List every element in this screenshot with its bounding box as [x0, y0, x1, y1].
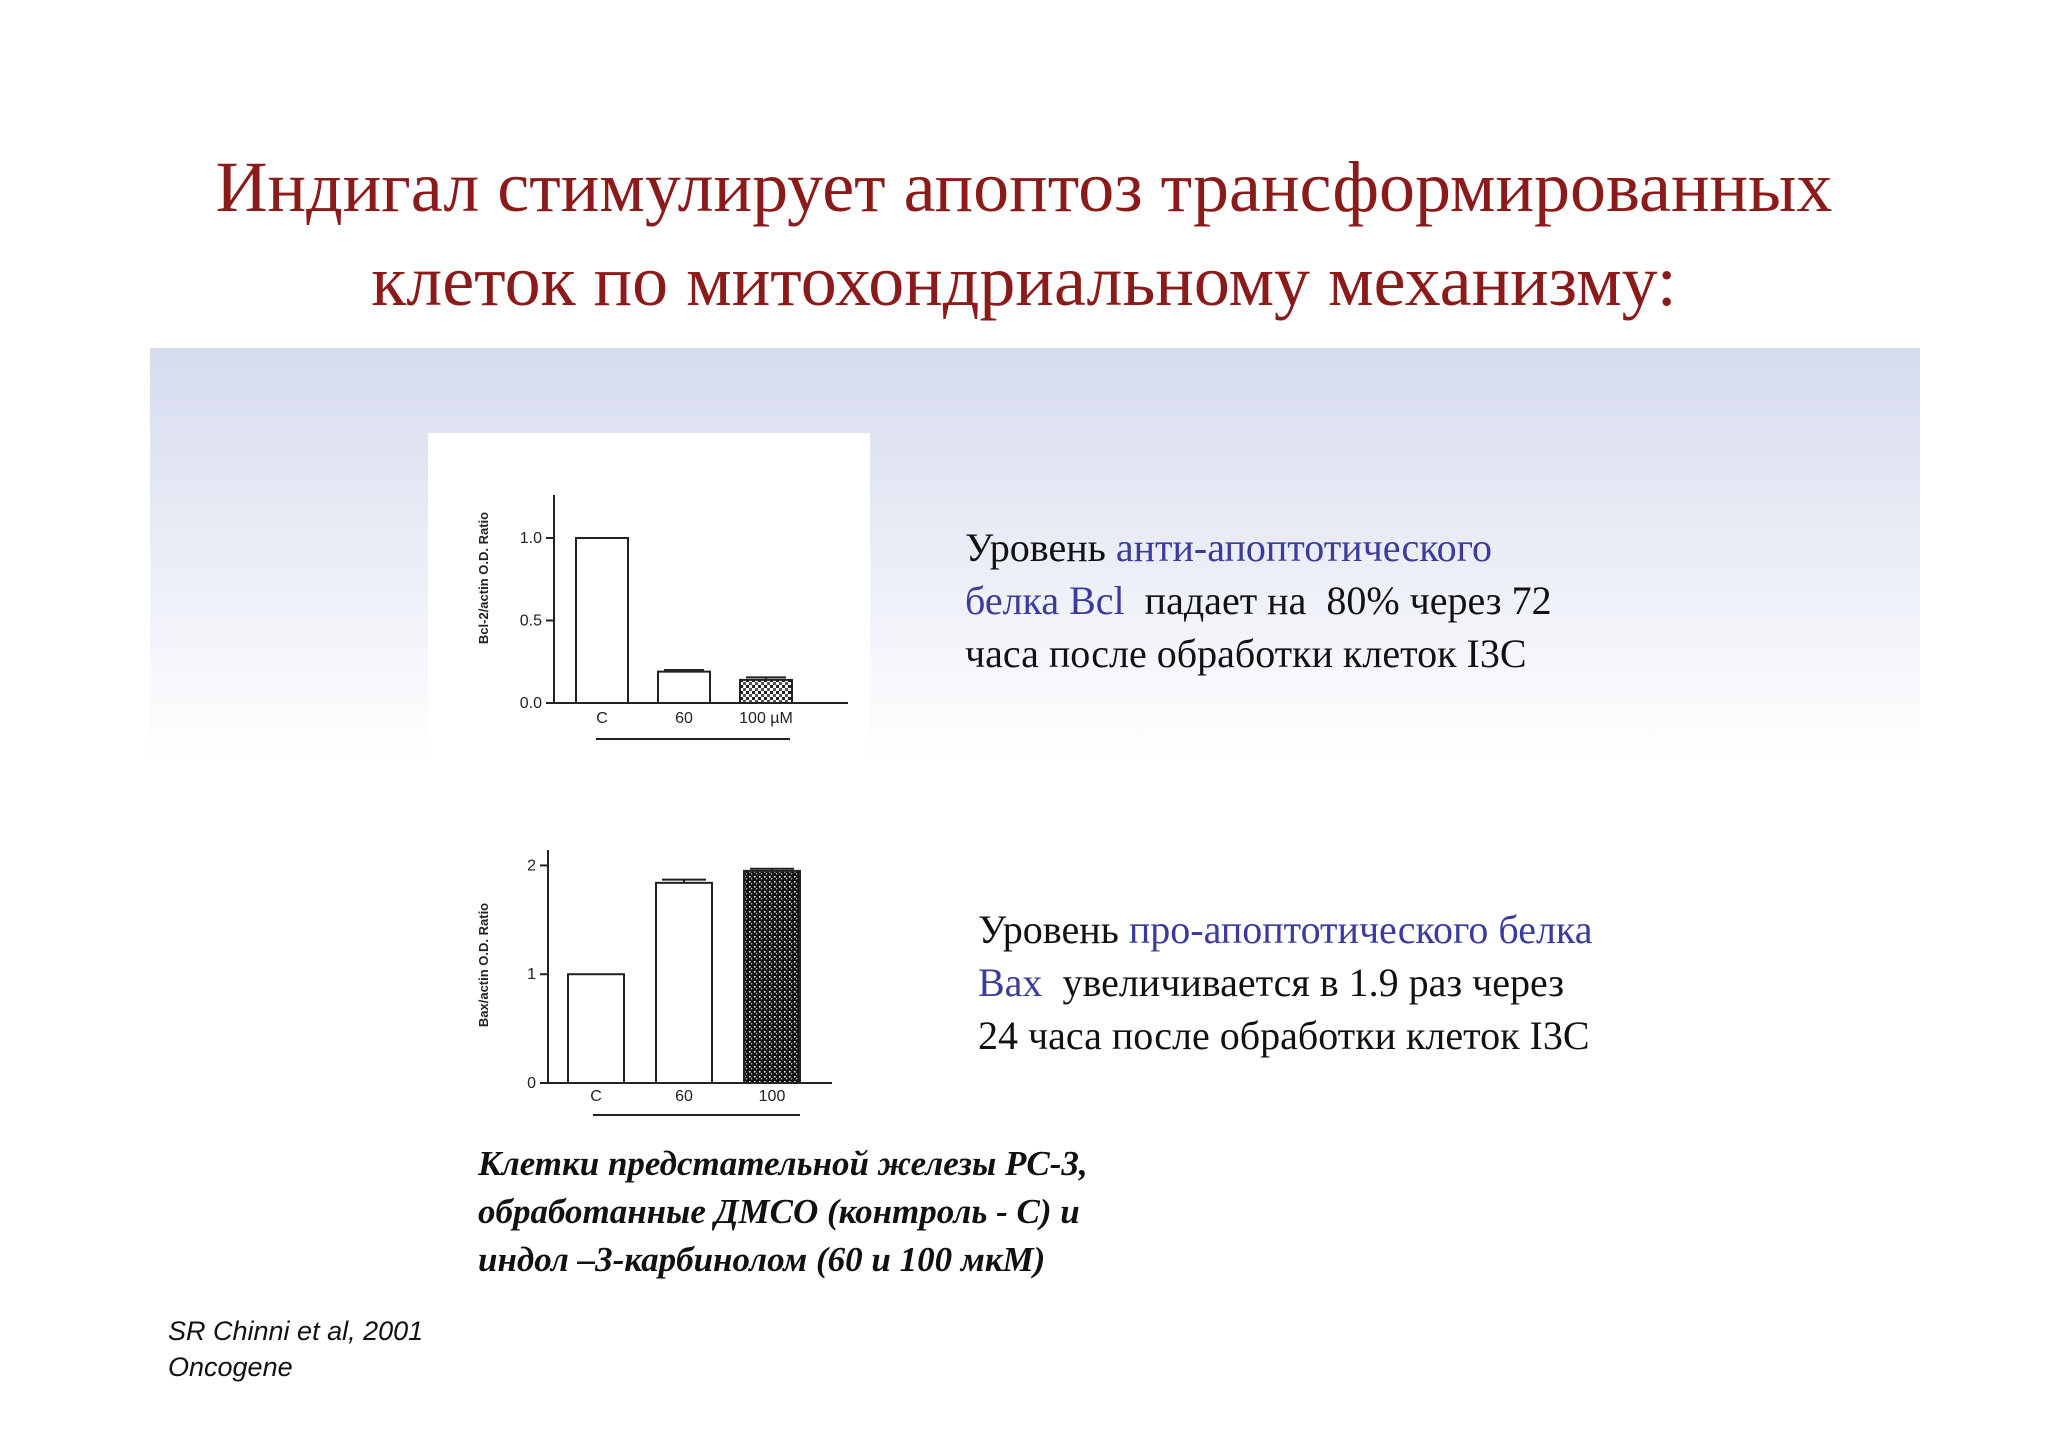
slide-title-line-1: Индигал стимулирует апоптоз трансформированных — [215, 147, 1833, 227]
bcl-description — [965, 521, 1685, 680]
x-tick-label: 100 — [758, 1088, 786, 1105]
reference — [168, 1313, 423, 1385]
bar — [658, 672, 710, 703]
bcl-desc-part3: часа после обработки клеток I3C — [965, 631, 1527, 676]
bax-desc-highlight1: про-апоптотического белка — [1128, 907, 1593, 952]
bax-desc-part2: увеличивается в 1.9 раз через — [1042, 960, 1565, 1005]
y-tick-label: 1 — [527, 966, 536, 984]
caption-line-1: Клетки предстательной железы РС-3, — [478, 1144, 1088, 1183]
y-axis-label: Bax/actin O.D. Ratio — [476, 902, 491, 1028]
bax-desc-part1: Уровень — [978, 907, 1129, 952]
x-tick-label: C — [596, 710, 608, 727]
bcl-desc-part2: падает на 80% через 72 — [1124, 578, 1552, 623]
y-tick-label: 0.0 — [519, 695, 542, 712]
bax-description — [978, 903, 1698, 1062]
bar — [576, 538, 628, 703]
bax-chart-panel — [428, 830, 870, 1130]
bar — [744, 871, 800, 1083]
y-axis-label: Bcl-2/actin O.D. Ratio — [476, 511, 491, 645]
bcl-desc-highlight2: белка Bcl — [965, 578, 1125, 623]
bar — [568, 974, 624, 1083]
slide-title — [0, 140, 2048, 328]
y-tick-label: 2 — [527, 857, 536, 875]
y-tick-label: 1.0 — [519, 530, 542, 547]
reference-line-2: Oncogene — [168, 1352, 293, 1382]
bax-chart — [428, 830, 870, 1130]
bar — [740, 680, 792, 703]
bcl2-chart — [428, 433, 870, 763]
y-tick-label: 0.5 — [519, 612, 542, 630]
slide-title-line-2: клеток по митохондриальному механизму: — [371, 241, 1677, 321]
x-tick-label: 100 µM — [739, 710, 793, 727]
figure-caption — [478, 1140, 1238, 1284]
bax-desc-highlight2: Bax — [978, 960, 1043, 1005]
y-tick-label: 0 — [527, 1075, 536, 1092]
bax-desc-part3: 24 часа после обработки клеток I3C — [978, 1013, 1590, 1058]
bar — [656, 883, 712, 1083]
bcl-desc-part1: Уровень — [965, 525, 1116, 570]
caption-line-2: обработанные ДМСО (контроль - С) и — [478, 1192, 1080, 1231]
bcl-desc-highlight1: анти-апоптотического — [1115, 525, 1493, 570]
x-tick-label: C — [590, 1088, 602, 1105]
caption-line-3: индол –3-карбинолом (60 и 100 мкМ) — [478, 1240, 1046, 1279]
bcl2-chart-panel — [428, 433, 870, 763]
x-tick-label: 60 — [675, 710, 693, 727]
x-tick-label: 60 — [675, 1088, 693, 1105]
reference-line-1: SR Chinni et al, 2001 — [168, 1316, 424, 1346]
